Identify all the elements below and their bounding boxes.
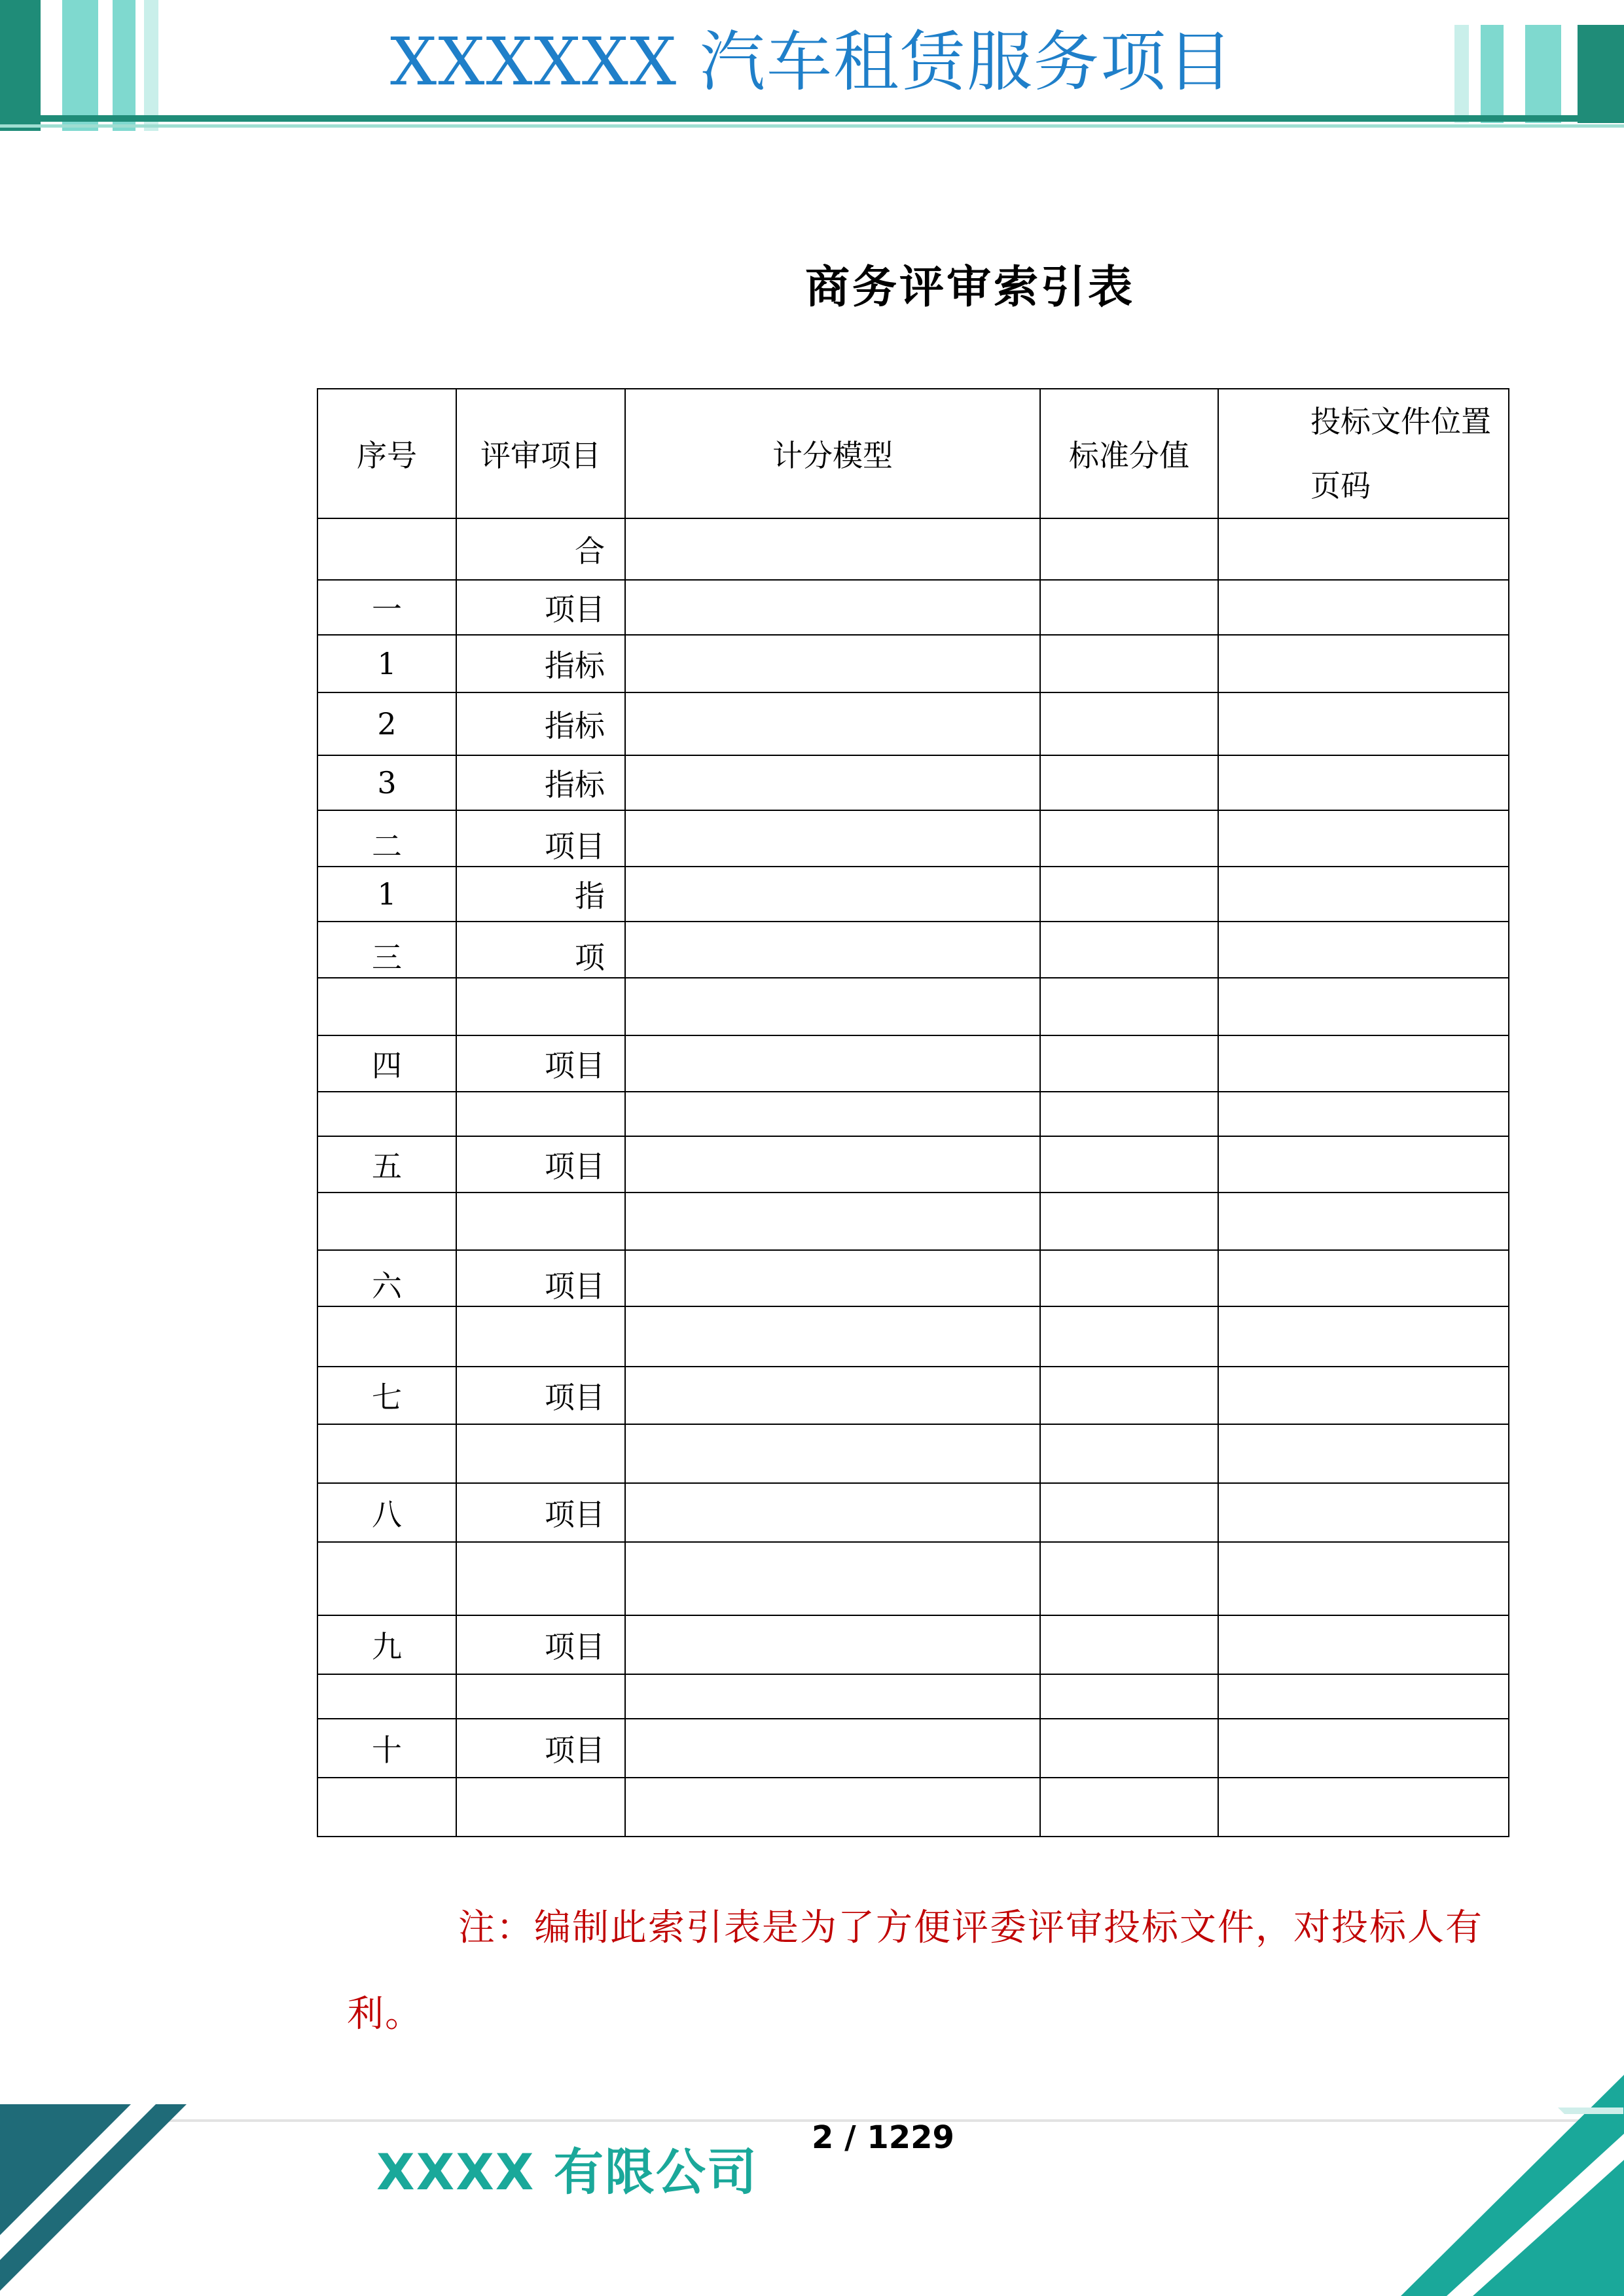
row-item: 合 (456, 518, 625, 580)
table-row (317, 1367, 1509, 1424)
row-item (456, 1778, 625, 1837)
row-no: 五 (317, 1136, 456, 1193)
header-rule (0, 115, 1624, 122)
table-row (317, 580, 1509, 635)
review-index-table (317, 388, 1509, 1837)
table-row (317, 810, 1509, 867)
row-item: 项目 (456, 810, 625, 867)
row-no (317, 518, 456, 580)
table-row (317, 1542, 1509, 1615)
row-no (317, 1778, 456, 1837)
row-item: 指标 (456, 692, 625, 755)
table-row (317, 1193, 1509, 1250)
table-row (317, 1250, 1509, 1306)
row-item (456, 1193, 625, 1250)
footer-decoration-right (1342, 2062, 1624, 2296)
row-no: 1 (317, 867, 456, 922)
header-title: XXXXXX 汽车租赁服务项目 (390, 24, 1234, 100)
row-no: 2 (317, 692, 456, 755)
table-row (317, 1719, 1509, 1778)
note-paragraph: 注：编制此索引表是为了方便评委评审投标文件，对投标人有利。 (347, 1907, 1483, 2036)
table-row (317, 922, 1509, 978)
row-no: 二 (317, 810, 456, 867)
row-item: 项目 (456, 1250, 625, 1306)
row-no (317, 978, 456, 1035)
table-row (317, 1674, 1509, 1719)
row-item (456, 1092, 625, 1136)
header-cell-no: 序号 (317, 389, 456, 518)
row-item: 项目 (456, 580, 625, 635)
row-no: 1 (317, 635, 456, 692)
row-item: 项目 (456, 1615, 625, 1674)
row-no: 三 (317, 922, 456, 978)
row-item: 项目 (456, 1483, 625, 1542)
row-item (456, 1306, 625, 1367)
row-no (317, 1424, 456, 1483)
row-item: 项目 (456, 1719, 625, 1778)
row-no: 一 (317, 580, 456, 635)
footer-company-name: XXXX 有限公司 (376, 2143, 758, 2201)
row-no (317, 1306, 456, 1367)
header-rule-light (0, 124, 1624, 128)
row-item (456, 978, 625, 1035)
row-no: 九 (317, 1615, 456, 1674)
row-no (317, 1542, 456, 1615)
table-row (317, 978, 1509, 1035)
table-row (317, 1306, 1509, 1367)
row-no: 六 (317, 1250, 456, 1306)
table-row (317, 635, 1509, 692)
row-no: 七 (317, 1367, 456, 1424)
row-no (317, 1092, 456, 1136)
table-row (317, 1035, 1509, 1092)
row-item: 项目 (456, 1136, 625, 1193)
table-row (317, 1615, 1509, 1674)
table-row (317, 1092, 1509, 1136)
table-row (317, 1778, 1509, 1837)
header-cell-item: 评审项目 (456, 389, 625, 518)
page-number: 2 / 1229 (812, 2119, 954, 2156)
table-row (317, 692, 1509, 755)
table-header-row (317, 389, 1509, 518)
header-cell-score: 标准分值 (1040, 389, 1218, 518)
page-title: 商务评审索引表 (805, 261, 1136, 314)
row-no: 3 (317, 755, 456, 810)
header-cell-page: 投标文件位置页码 (1218, 389, 1509, 518)
footer-decoration-left (0, 2104, 196, 2296)
row-no (317, 1193, 456, 1250)
row-no: 十 (317, 1719, 456, 1778)
row-item: 指 (456, 867, 625, 922)
row-item: 指标 (456, 755, 625, 810)
table-row (317, 1136, 1509, 1193)
row-no: 八 (317, 1483, 456, 1542)
row-item: 项目 (456, 1035, 625, 1092)
table-row (317, 1424, 1509, 1483)
row-item (456, 1424, 625, 1483)
table-row (317, 1483, 1509, 1542)
header-cell-model: 计分模型 (625, 389, 1040, 518)
row-item: 项目 (456, 1367, 625, 1424)
table-row (317, 755, 1509, 810)
table-row (317, 518, 1509, 580)
table-row (317, 867, 1509, 922)
row-item: 项 (456, 922, 625, 978)
row-item: 指标 (456, 635, 625, 692)
row-no (317, 1674, 456, 1719)
row-item (456, 1674, 625, 1719)
row-item (456, 1542, 625, 1615)
row-no: 四 (317, 1035, 456, 1092)
